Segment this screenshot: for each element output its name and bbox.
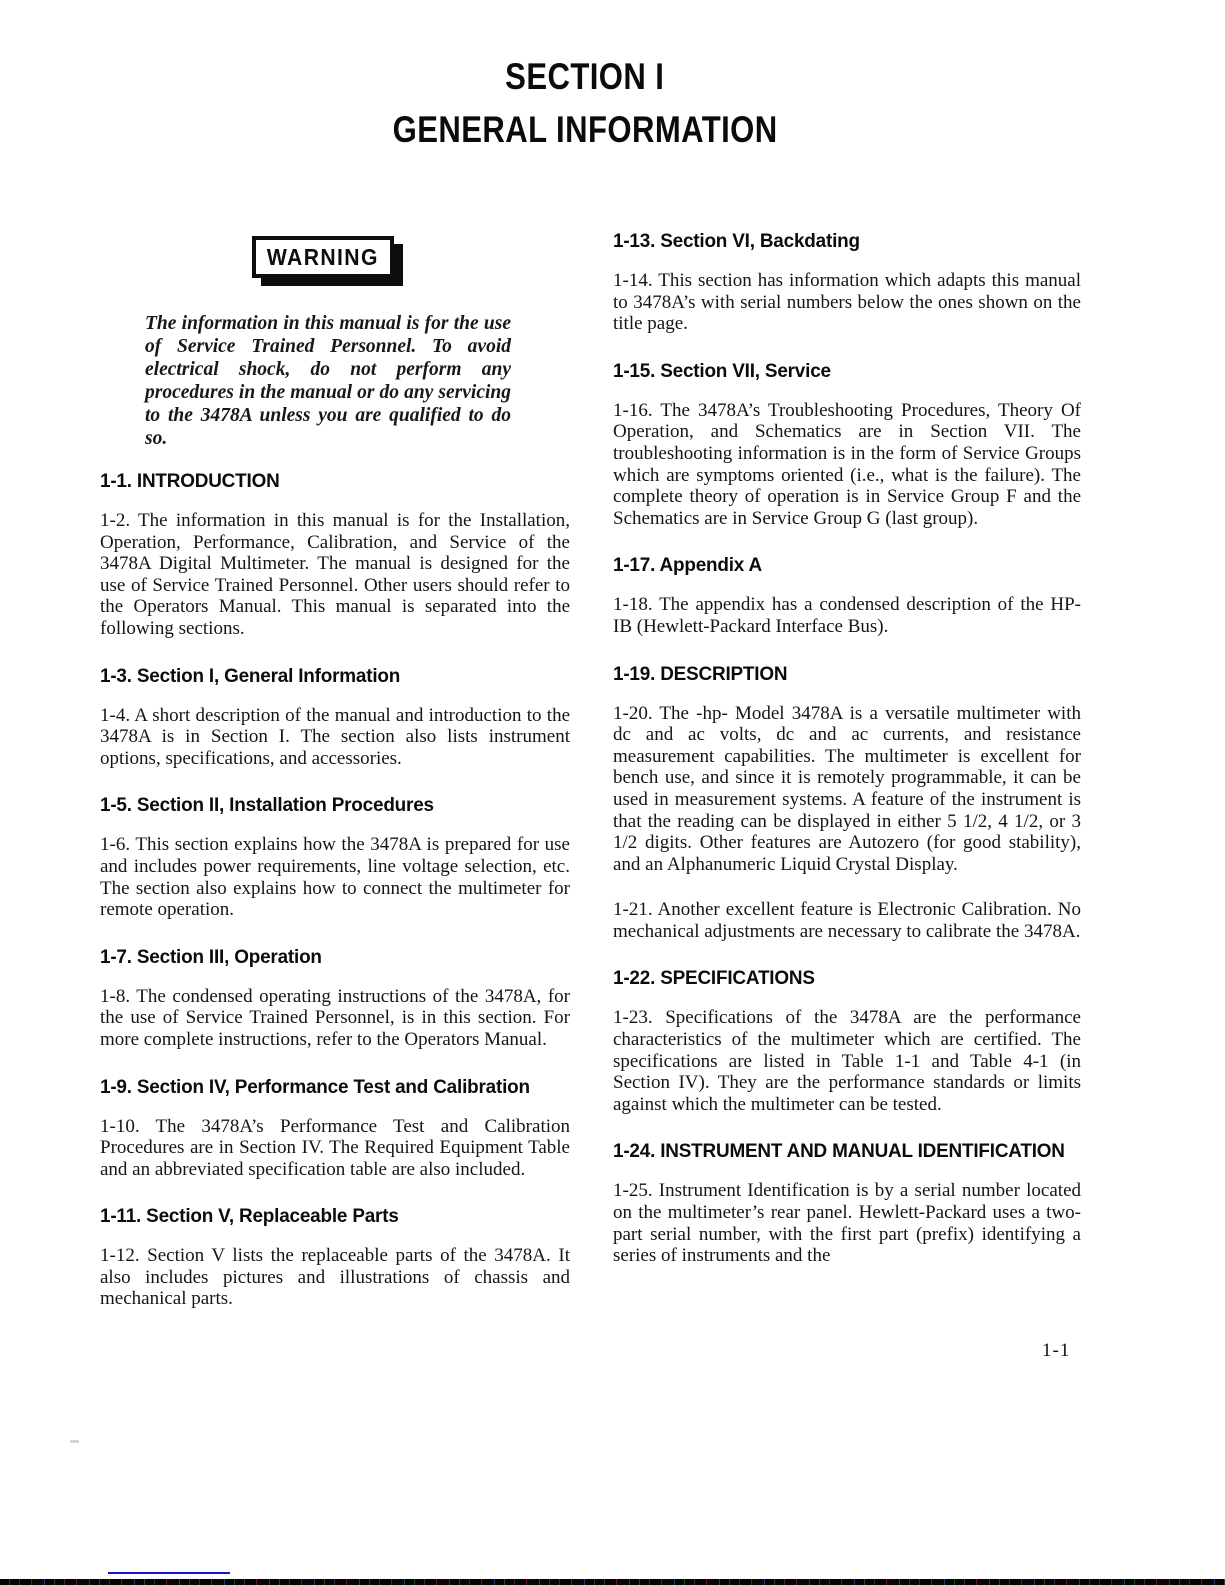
section-heading: 1-19. DESCRIPTION (613, 662, 788, 685)
blue-underline-artifact (108, 1572, 230, 1574)
section-paragraph: 1-20. The -hp- Model 3478A is a versatile multimeter with dc and ac volts, dc and ac currents, and resistance measurement capabilities. The multimeter is excellent for bench use, and since it is remotely programmable, it can be used in measurement systems. A feature of the instrument is that the reading can be displayed in either 5 1/2, 4 1/2, or 3 1/2 digits. Other features are Autozero (for good stability), and an Alphanumeric Liquid Crystal Display. (613, 702, 1081, 875)
section-heading: 1-22. SPECIFICATIONS (613, 967, 815, 990)
section-paragraph: 1-21. Another excellent feature is Electronic Calibration. No mechanical adjustments are necessary to calibrate the 3478A. (613, 899, 1081, 942)
scan-smudge-artifact (70, 1440, 79, 1443)
right-column (613, 230, 1081, 1291)
page-number: 1-1 (1042, 1340, 1071, 1361)
section-heading: 1-17. Appendix A (613, 554, 762, 577)
section-paragraph: 1-12. Section V lists the replaceable parts of the 3478A. It also includes pictures and illustrations of chassis and mechanical parts. (100, 1245, 570, 1310)
section-heading: 1-7. Section III, Operation (100, 945, 322, 968)
section-paragraph: 1-8. The condensed operating instructions of the 3478A, for the use of Service Trained Personnel, is in this section. For more complete instructions, refer to the Operators Manual. (100, 985, 570, 1050)
section-paragraph: 1-6. This section explains how the 3478A is prepared for use and includes power requirements, line voltage selection, etc. The section also explains how to connect the multimeter for remote operation. (100, 834, 570, 921)
section-heading: 1-11. Section V, Replaceable Parts (100, 1205, 399, 1228)
section-paragraph: 1-14. This section has information which adapts this manual to 3478A’s with serial numbers below the ones shown on the title page. (613, 270, 1081, 335)
section-title: SECTION I (505, 56, 665, 97)
section-heading: 1-1. INTRODUCTION (100, 470, 280, 492)
section-heading: 1-5. Section II, Installation Procedures (100, 794, 434, 817)
left-column (100, 230, 570, 1334)
section-heading: 1-13. Section VI, Backdating (613, 230, 860, 252)
warning-label: WARNING (267, 243, 379, 270)
section-paragraph: 1-23. Specifications of the 3478A are the performance characteristics of the multimeter which are certified. The specifications are listed in Table 1-1 and Table 4-1 (in Section IV). They are the performance standards or limits against which the multimeter can be tested. (613, 1007, 1081, 1115)
section-heading: 1-15. Section VII, Service (613, 359, 831, 382)
scan-edge-artifact (0, 1579, 1225, 1585)
section-paragraph: 1-4. A short description of the manual and introduction to the 3478A is in Section I. The section also lists instrument options, specifications, and accessories. (100, 704, 570, 769)
section-subtitle: GENERAL INFORMATION (392, 109, 778, 150)
section-paragraph: 1-16. The 3478A’s Troubleshooting Procedures, Theory Of Operation, and Schematics are in Section VII. The troubleshooting information is in the form of Service Groups which are symptoms oriented (i.e., what is the failure). The complete theory of operation is in Service Group F and the Schematics are in Service Group G (last group). (613, 399, 1081, 529)
section-paragraph: 1-10. The 3478A’s Performance Test and Calibration Procedures are in Section IV. The Required Equipment Table and an abbreviated specification table are also included. (100, 1115, 570, 1180)
section-paragraph: 1-25. Instrument Identification is by a serial number located on the multimeter’s rear panel. Hewlett-Packard uses a two-part serial number, with the first part (prefix) identifying a series of instruments and the (613, 1180, 1081, 1267)
section-heading: 1-3. Section I, General Information (100, 664, 401, 687)
warning-text: The information in this manual is for the use of Service Trained Personnel. To avoid electrical shock, do not perform any procedures in the manual or do any servicing to the 3478A unless you are qualified to do so. (145, 313, 511, 449)
page-title (0, 58, 1170, 148)
warning-box (252, 236, 394, 278)
section-paragraph: 1-2. The information in this manual is for the Installation, Operation, Performance, Calibration, and Service of the 3478A Digital Multimeter. The manual is designed for the use of Service Trained Personnel. Other users should refer to the Operators Manual. This manual is separated into the following sections. (100, 510, 570, 639)
section-heading: 1-24. INSTRUMENT AND MANUAL IDENTIFICATION (613, 1140, 1065, 1163)
section-paragraph: 1-18. The appendix has a condensed description of the HP-IB (Hewlett-Packard Interface Bus). (613, 594, 1081, 637)
left-column-sections (100, 470, 570, 1310)
section-heading: 1-9. Section IV, Performance Test and Calibration (100, 1075, 530, 1098)
